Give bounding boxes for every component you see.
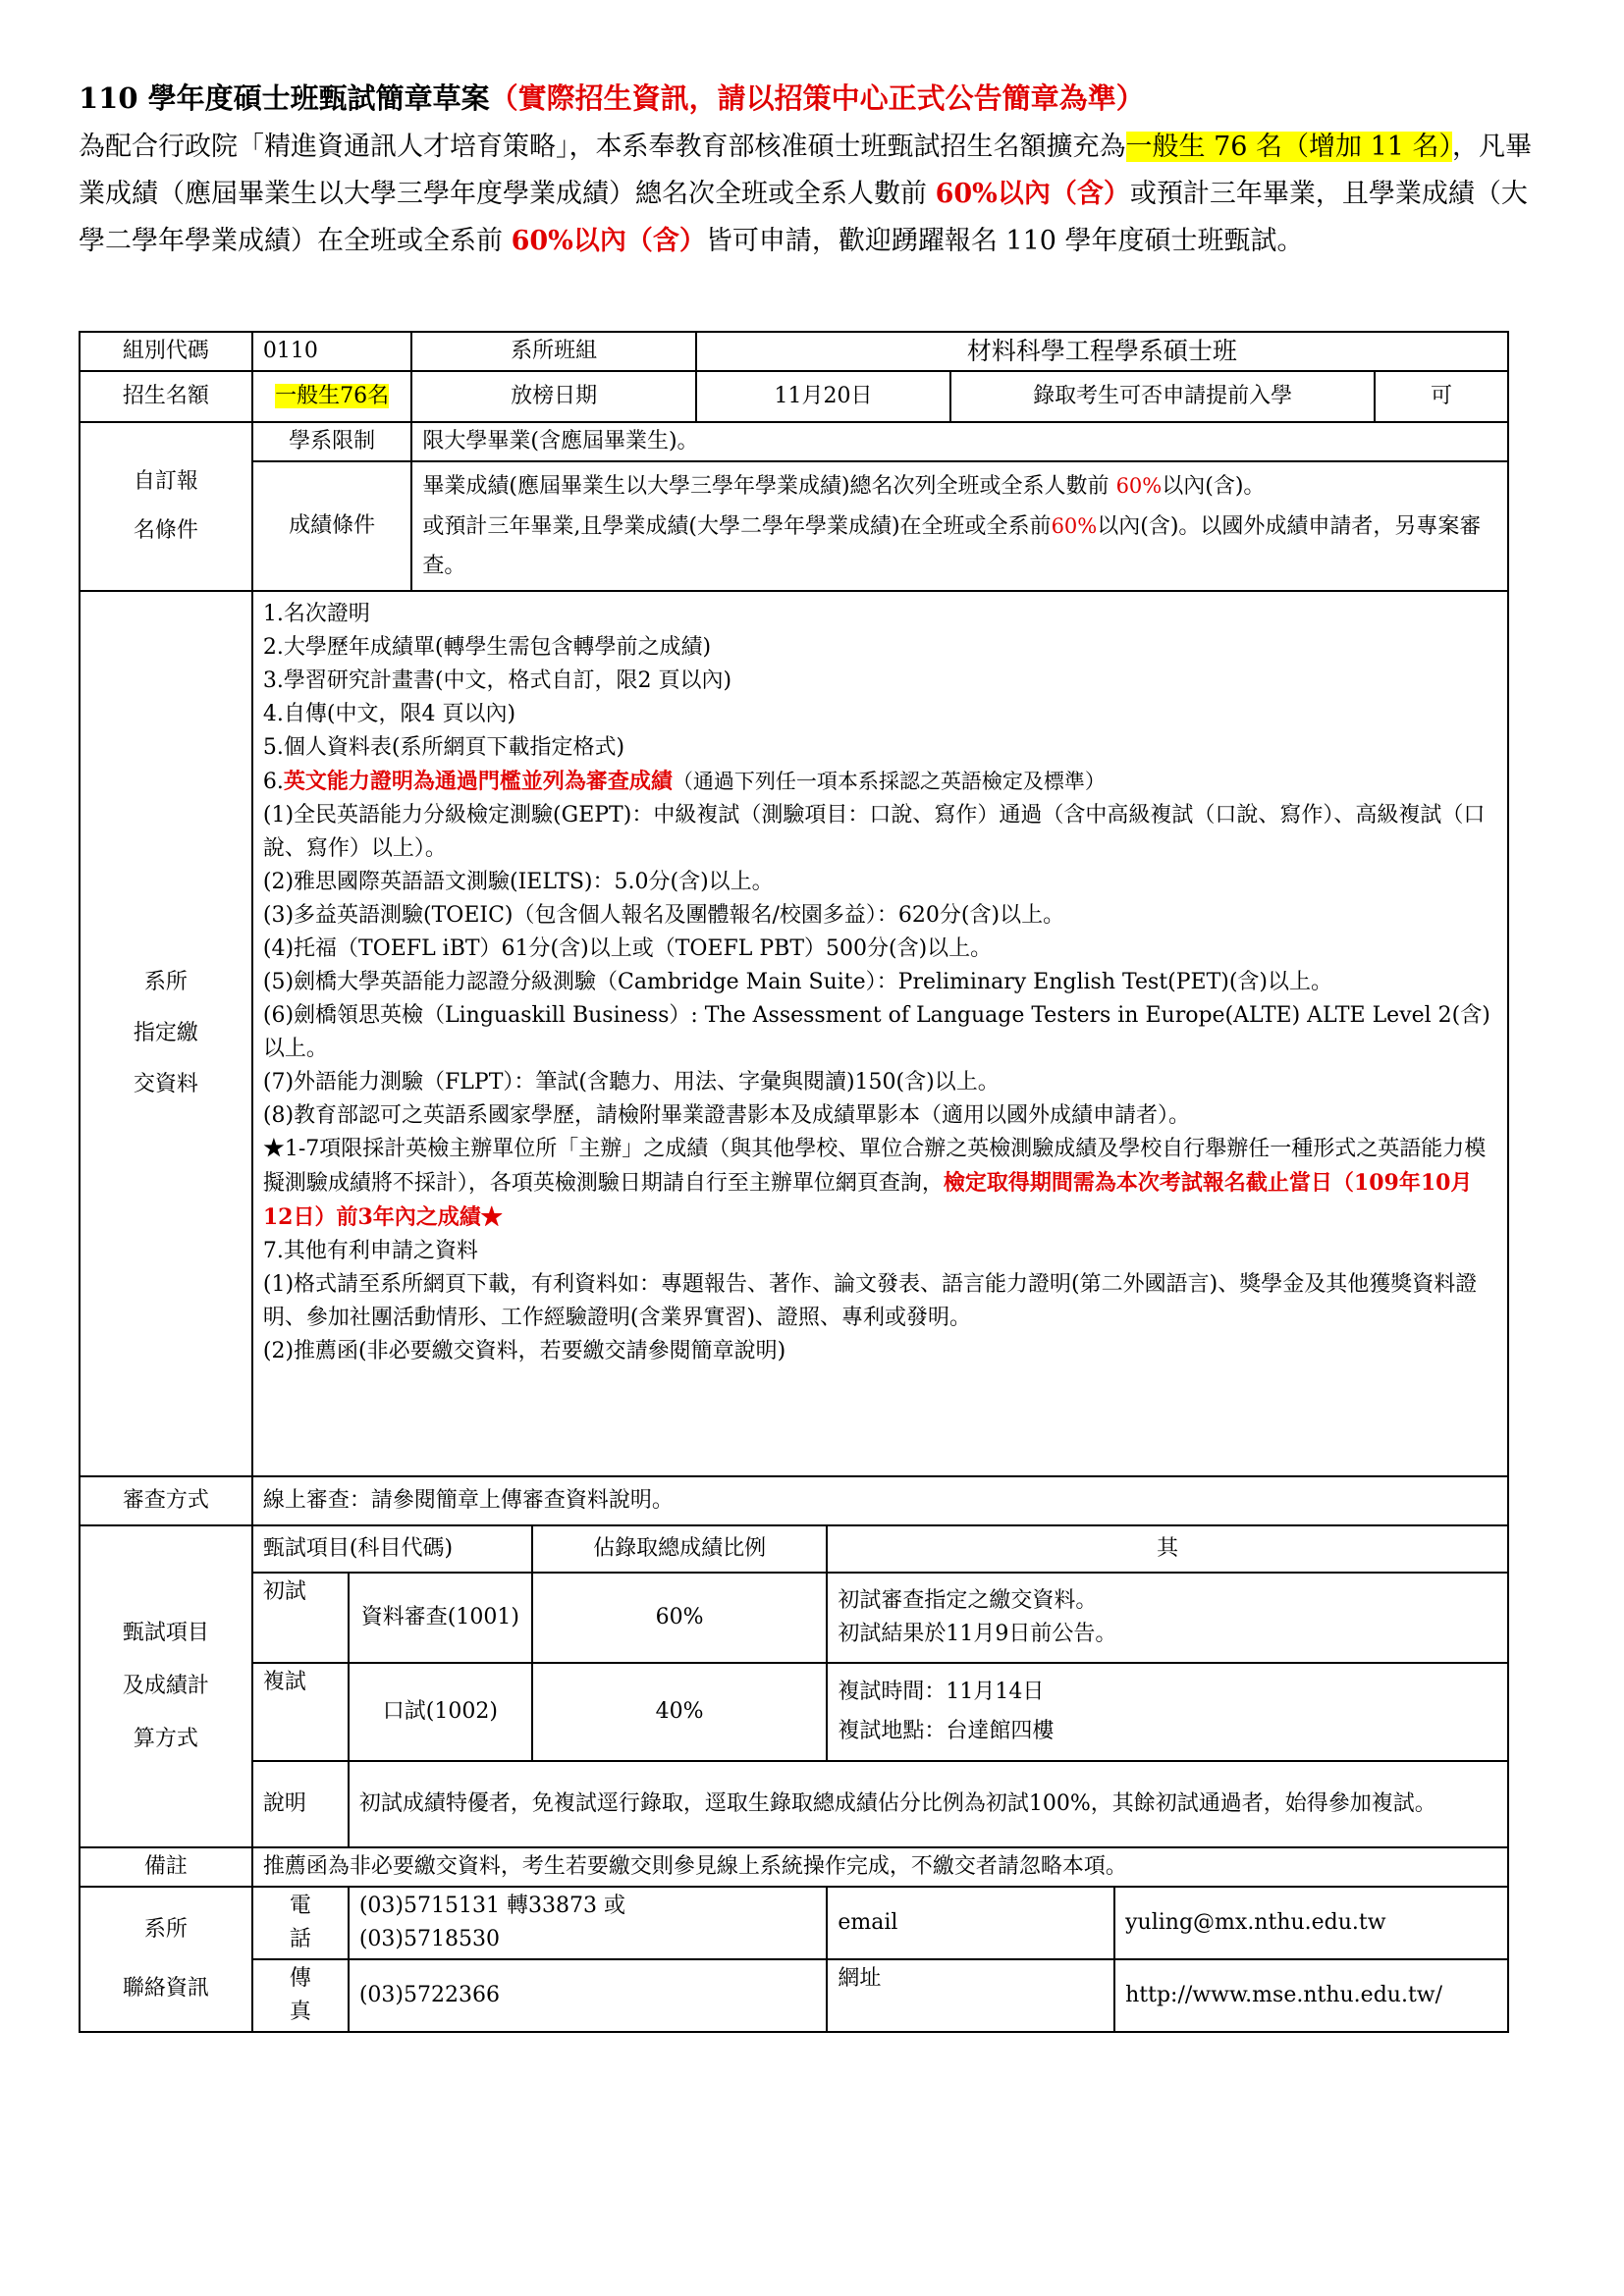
grade-1-red: 60% [1115, 474, 1163, 498]
doc-item: 1.名次證明 [262, 602, 370, 626]
row-grade-conditions [80, 461, 1508, 591]
conditions-label [80, 422, 252, 591]
early-value: 可 [1375, 371, 1508, 422]
page-title [79, 79, 1551, 118]
title-text: 110 學年度碩士班甄試簡章草案 [79, 81, 490, 115]
exam-second-note-2: 複試地點：台達館四樓 [838, 1719, 1055, 1743]
quota-value: 一般生76名 [275, 384, 390, 408]
doc-item-english [263, 765, 1497, 799]
group-code-label: 組別代碼 [80, 332, 252, 371]
phone-label [252, 1887, 349, 1959]
exam-expl-text: 初試成績特優者，免複試逕行錄取，逕取生錄取總成績佔分比例為初試100%，其餘初試通過者，始得參加複試。 [349, 1761, 1508, 1847]
exam-header-other: 其 [827, 1525, 1508, 1573]
intro-text-2: ，凡畢業成績（應屆畢業生以大學三學年度學業成績）總名次全班或全系人數前 [79, 132, 1533, 209]
english-item: (2)雅思國際英語語文測驗(IELTS)：5.0分(含)以上。 [262, 870, 774, 894]
doc-item: 3.學習研究計畫書(中文，格式自訂，限2 頁以內) [262, 668, 732, 693]
other-item: (1)格式請至系所網頁下載，有利資料如：專題報告、著作、論文發表、語言能力證明(第二外國語言)、獎學金及其他獲獎資料證明、參加社團活動情形、工作經驗證明(含業界實習)、證照、專利或發明。 [262, 1272, 1478, 1330]
fax-label-2: 真 [289, 2000, 311, 2024]
phone-label-2: 話 [289, 1927, 311, 1951]
exam-second-ratio: 40% [532, 1663, 828, 1761]
star-note-text: ★1-7項限採計英檢主辦單位所「主辦」之成績（與其他學校、單位合辦之英檢測驗成績及學校自行舉辦任一種形式之英語能力模擬測驗成績將不採計），各項英檢測驗日期請自行至主辦單位網頁查詢， [262, 1137, 1487, 1196]
intro-red-1: 60%以內（含） [935, 179, 1130, 209]
doc-6-num: 6. [262, 770, 284, 794]
grade-2a: 或預計三年畢業,且學業成績(大學二學年學業成績)在全班或全系前 [422, 514, 1052, 539]
intro-paragraph [79, 124, 1551, 265]
grade-line-2 [422, 507, 1497, 586]
doc-6-red: 英文能力證明為通過門檻並列為審查成績 [283, 769, 673, 794]
english-item: (3)多益英語測驗(TOEIC)（包含個人報名及團體報名/校園多益）：620分(含)以上。 [262, 903, 1065, 928]
dept-limit-value: 限大學畢業(含應屆畢業生)。 [411, 422, 1508, 461]
phone-label-1: 電 [289, 1894, 311, 1918]
fax-label [252, 1959, 349, 2032]
grade-value [411, 461, 1508, 591]
release-label: 放榜日期 [411, 371, 695, 422]
exam-header-item: 甄試項目(科目代碼) [252, 1525, 532, 1573]
phone-value [349, 1887, 828, 1959]
star-note-red: 檢定取得期間需為本次考試報名截止當日（109年10月12日）前3年內之成績★ [262, 1170, 1473, 1230]
fax-label-1: 傳 [289, 1966, 311, 1991]
exam-label-2: 及成績計 [122, 1674, 209, 1698]
grade-2-red: 60% [1051, 514, 1098, 538]
contact-label-2: 聯絡資訊 [122, 1976, 209, 2001]
row-documents [80, 591, 1508, 1476]
fax-value: (03)5722366 [349, 1959, 828, 2032]
english-item: (7)外語能力測驗（FLPT）：筆試(含聽力、用法、字彙與閱讀)150(含)以上。 [262, 1070, 1000, 1095]
doc-item: 4.自傳(中文，限4 頁以內) [262, 702, 516, 726]
other-item: (2)推薦函(非必要繳交資料，若要繳交請參閱簡章說明) [262, 1339, 786, 1363]
title-notice: （實際招生資訊，請以招策中心正式公告簡章為準） [489, 81, 1145, 115]
row-exam-explanation [80, 1761, 1508, 1847]
documents-label-3: 交資料 [133, 1072, 198, 1096]
row-quota [80, 371, 1508, 422]
english-item: (4)托福（TOEFL iBT）61分(含)以上或（TOEFL PBT）500分(含)以上。 [262, 936, 993, 961]
exam-label-3: 算方式 [133, 1727, 198, 1751]
dept-label: 系所班組 [411, 332, 695, 371]
row-contact-fax [80, 1959, 1508, 2032]
doc-item: 2.大學歷年成績單(轉學生需包含轉學前之成績) [262, 635, 712, 660]
documents-label [80, 591, 252, 1476]
exam-label [80, 1525, 252, 1847]
group-code-value: 0110 [252, 332, 412, 371]
documents-label-1: 系所 [143, 970, 188, 994]
exam-label-1: 甄試項目 [122, 1621, 209, 1645]
english-item: (8)教育部認可之英語系國家學歷，請檢附畢業證書影本及成績單影本（適用以國外成績申請者）。 [262, 1103, 1191, 1128]
exam-second-note-1: 複試時間：11月14日 [838, 1680, 1045, 1704]
exam-second-note [827, 1663, 1508, 1761]
quota-cell [252, 371, 412, 422]
row-contact-phone [80, 1887, 1508, 1959]
doc-item: 5.個人資料表(系所網頁下載指定格式) [262, 735, 625, 760]
exam-header-ratio: 佔錄取總成績比例 [532, 1525, 828, 1573]
contact-label [80, 1887, 252, 2032]
conditions-label-2: 名條件 [133, 518, 198, 543]
row-group-code [80, 332, 1508, 371]
dept-value: 材料科學工程學系碩士班 [696, 332, 1508, 371]
quota-label: 招生名額 [80, 371, 252, 422]
intro-highlight-quota: 一般生 76 名（增加 11 名） [1125, 132, 1453, 162]
email-label: email [827, 1887, 1114, 1959]
row-exam-header [80, 1525, 1508, 1573]
exam-first-note-1: 初試審查指定之繳交資料。 [838, 1588, 1098, 1613]
grade-1b: 以內(含)。 [1162, 474, 1266, 499]
intro-text-1: 為配合行政院「精進資通訊人才培育策略」，本系奉教育部核准碩士班甄試招生名額擴充為 [79, 132, 1126, 162]
row-dept-limit [80, 422, 1508, 461]
english-item: (5)劍橋大學英語能力認證分級測驗（Cambridge Main Suite）：Preliminary English Test(PET)(含)以上。 [262, 970, 1332, 994]
early-label: 錄取考生可否申請提前入學 [950, 371, 1375, 422]
exam-second-stage: 複試 [252, 1663, 349, 1761]
exam-expl-label: 說明 [252, 1761, 349, 1847]
row-exam-first [80, 1573, 1508, 1663]
dept-limit-label: 學系限制 [252, 422, 412, 461]
conditions-label-1: 自訂報 [133, 469, 198, 494]
documents-list [252, 591, 1508, 1476]
review-label: 審查方式 [80, 1476, 252, 1525]
row-review [80, 1476, 1508, 1525]
phone-2: (03)5718530 [358, 1927, 500, 1951]
english-item: (1)全民英語能力分級檢定測驗(GEPT)：中級複試（測驗項目：口說、寫作）通過（含中高級複試（口說、寫作）、高級複試（口說、寫作）以上）。 [262, 803, 1486, 861]
intro-red-2: 60%以內（含） [511, 226, 706, 256]
grade-2b: 以內(含)。以國外成績申請者，另專案審查。 [422, 514, 1482, 578]
web-label: 網址 [827, 1959, 1114, 2032]
grade-1a: 畢業成績(應屆畢業生以大學三學年學業成績)總名次列全班或全系人數前 [422, 474, 1116, 499]
intro-text-4: 皆可申請，歡迎踴躍報名 110 學年度碩士班甄試。 [705, 226, 1304, 256]
document-header [79, 79, 1551, 265]
english-item: (6)劍橋領思英檢（Linguaskill Business）: The Assessment of Language Testers in Europe(ALTE) ALTE Level 2(含)以上。 [262, 1003, 1490, 1061]
exam-first-note-2: 初試結果於11月9日前公告。 [838, 1622, 1117, 1646]
phone-1: (03)5715131 轉33873 或 [358, 1894, 625, 1918]
doc-6-rest: （通過下列任一項本系採認之英語檢定及標準） [672, 770, 1106, 793]
exam-second-item: 口試(1002) [349, 1663, 532, 1761]
email-value[interactable]: yuling@mx.nthu.edu.tw [1114, 1887, 1508, 1959]
row-remark [80, 1847, 1508, 1887]
release-date: 11月20日 [696, 371, 950, 422]
exam-first-ratio: 60% [532, 1573, 828, 1663]
remark-label: 備註 [80, 1847, 252, 1887]
exam-first-stage: 初試 [252, 1573, 349, 1663]
grade-line-1 [422, 466, 1497, 507]
english-note [263, 1133, 1497, 1235]
contact-label-1: 系所 [143, 1917, 188, 1942]
intro-text-3: 或預計三年畢業，且學業成績（大學二學年學業成績）在全班或全系前 [79, 179, 1528, 256]
row-exam-second [80, 1663, 1508, 1761]
remark-text: 推薦函為非必要繳交資料，考生若要繳交則參見線上系統操作完成，不繳交者請忽略本項。 [252, 1847, 1508, 1887]
review-value: 線上審查：請參閱簡章上傳審查資料說明。 [252, 1476, 1508, 1525]
doc-item: 7.其他有利申請之資料 [262, 1239, 478, 1263]
admission-table [79, 331, 1509, 2033]
exam-first-note [827, 1573, 1508, 1663]
grade-label: 成績條件 [252, 461, 412, 591]
web-value[interactable]: http://www.mse.nthu.edu.tw/ [1114, 1959, 1508, 2032]
documents-label-2: 指定繳 [133, 1021, 198, 1045]
exam-first-item: 資料審查(1001) [349, 1573, 532, 1663]
